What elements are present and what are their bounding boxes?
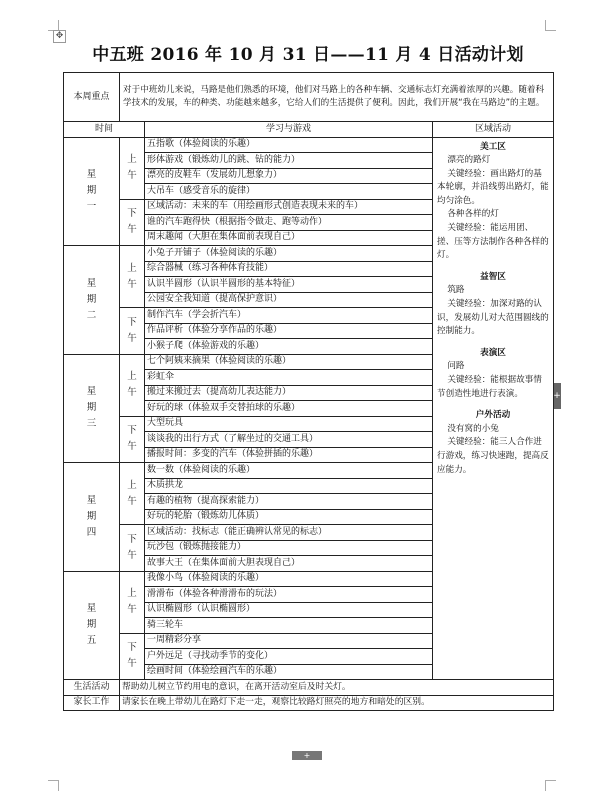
schedule-row: [64, 137, 554, 153]
area-line: 问路: [447, 361, 465, 372]
activity-cell: 周末趣闻（大胆在集体面前表现自己）: [145, 230, 433, 246]
corner-mark-icon: [545, 780, 556, 791]
plan-table: [63, 72, 554, 711]
area-spacer: [437, 401, 549, 409]
activity-cell: 彩虹伞: [145, 370, 433, 386]
area-line: 关键经验：能运用团、搓、压等方法制作各种各样的灯。: [437, 223, 549, 261]
morning-label: 上 午: [120, 137, 145, 199]
afternoon-label: 下 午: [120, 633, 145, 680]
activity-cell: 滑滑布（体验各种滑滑布的玩法）: [145, 587, 433, 603]
activity-cell: 故事大王（在集体面前大胆表现自己）: [145, 556, 433, 572]
activity-cell: 一周精彩分享: [145, 633, 433, 649]
area-line: 各种各样的灯: [447, 209, 499, 220]
activity-cell: 好玩的球（体验双手交替拍球的乐趣）: [145, 401, 433, 417]
area-line: 关键经验：加深对路的认识，发展幼儿对大范围圆线的控制能力。: [437, 299, 549, 337]
area-spacer: [437, 339, 549, 347]
morning-label: 上 午: [120, 354, 145, 416]
header-row: [64, 122, 554, 138]
afternoon-label: 下 午: [120, 199, 145, 246]
activity-cell: 漂亮的皮鞋车（发展幼儿想象力）: [145, 168, 433, 184]
header-learning: 学习与游戏: [145, 122, 433, 138]
corner-mark-icon: [48, 780, 59, 791]
activity-cell: 好玩的轮胎（锻炼幼儿体质）: [145, 509, 433, 525]
area-title: 表演区: [480, 347, 506, 358]
bottom-expand-plus-icon[interactable]: +: [292, 751, 322, 760]
activity-cell: 形体游戏（锻炼幼儿的跳、钻的能力）: [145, 153, 433, 169]
afternoon-label: 下 午: [120, 416, 145, 463]
page-title: 中五班 2016 年 10 月 31 日——11 月 4 日活动计划: [92, 45, 524, 65]
area-title: 户外活动: [475, 410, 511, 421]
activity-cell: 认识椭圆形（认识椭圆形）: [145, 602, 433, 618]
activity-cell: 玩沙包（锻炼抛接能力）: [145, 540, 433, 556]
activity-cell: 大吊车（感受音乐的旋律）: [145, 184, 433, 200]
activity-cell: 公园安全我知道（提高保护意识）: [145, 292, 433, 308]
activity-cell: 数一数（体验阅读的乐趣）: [145, 463, 433, 479]
activity-cell: 我像小鸟（体验阅读的乐趣）: [145, 571, 433, 587]
corner-mark-icon: [545, 20, 556, 31]
area-activities-cell: [433, 137, 554, 680]
morning-label: 上 午: [120, 246, 145, 308]
activity-cell: 区域活动：找标志（能正确辨认常见的标志）: [145, 525, 433, 541]
area-spacer: [437, 263, 549, 271]
side-expand-plus-icon[interactable]: +: [553, 383, 561, 409]
day-label: 星 期 二: [64, 246, 120, 355]
activity-cell: 小猴子爬（体验游戏的乐趣）: [145, 339, 433, 355]
morning-label: 上 午: [120, 571, 145, 633]
parents-label: 家长工作: [64, 695, 120, 711]
life-label: 生活活动: [64, 680, 120, 696]
activity-cell: 小兔子开铺子（体验阅读的乐趣）: [145, 246, 433, 262]
header-time: 时间: [64, 122, 145, 138]
day-label: 星 期 五: [64, 571, 120, 680]
header-area: 区域活动: [433, 122, 554, 138]
activity-cell: 综合器械（练习各种体育技能）: [145, 261, 433, 277]
activity-cell: 木质拱龙: [145, 478, 433, 494]
activity-cell: 户外远足（寻找动季节的变化）: [145, 649, 433, 665]
area-line: 漂亮的路灯: [447, 155, 491, 166]
activity-cell: 作品评析（体验分享作品的乐趣）: [145, 323, 433, 339]
area-line: 关键经验：能根据故事情节创造性地进行表演。: [437, 375, 542, 399]
activity-cell: 七个阿姨来摘果（体验阅读的乐趣）: [145, 354, 433, 370]
parents-row: [64, 695, 554, 711]
activity-cell: 播报时间：多变的汽车（体验拼插的乐趣）: [145, 447, 433, 463]
activity-cell: 制作汽车（学会折汽车）: [145, 308, 433, 324]
afternoon-label: 下 午: [120, 308, 145, 355]
activity-cell: 有趣的植物（提高探索能力）: [145, 494, 433, 510]
area-line: 筑路: [447, 285, 465, 296]
area-title: 益智区: [480, 271, 506, 282]
life-row: [64, 680, 554, 696]
morning-label: 上 午: [120, 463, 145, 525]
parents-text: 请家长在晚上带幼儿在路灯下走一走，观察比较路灯照亮的地方和暗处的区别。: [120, 695, 554, 711]
area-line: 关键经验：画出路灯的基本轮廓，并沿线剪出路灯，能均匀涂色。: [437, 168, 549, 206]
afternoon-label: 下 午: [120, 525, 145, 572]
activity-cell: 搬过来搬过去（提高幼儿表达能力）: [145, 385, 433, 401]
activity-cell: 五指歌（体验阅读的乐趣）: [145, 137, 433, 153]
activity-cell: 谁的汽车跑得快（根据指令做走、跑等动作）: [145, 215, 433, 231]
activity-cell: 区域活动：未来的车（用绘画形式创造表现未来的车）: [145, 199, 433, 215]
focus-label: 本周重点: [64, 73, 120, 122]
area-title: 美工区: [480, 141, 506, 152]
day-label: 星 期 三: [64, 354, 120, 463]
activity-cell: 认识半圆形（认识半圆形的基本特征）: [145, 277, 433, 293]
day-label: 星 期 四: [64, 463, 120, 572]
area-line: 关键经验：能三人合作进行游戏，练习快速跑，提高反应能力。: [437, 437, 549, 475]
day-rows: [64, 137, 554, 680]
life-text: 帮助幼儿树立节约用电的意识，在离开活动室后及时关灯。: [120, 680, 554, 696]
area-line: 没有窝的小兔: [447, 423, 499, 434]
activity-cell: 骑三轮车: [145, 618, 433, 634]
focus-text: 对于中班幼儿来说，马路是他们熟悉的环境，他们对马路上的各种车辆、交通标志灯充满着浓厚的兴趣。随着科学技术的发展，车的种类、功能越来越多，它给人们的生活提供了便利。因此，我们开展“我在马路边”的主题。: [120, 73, 554, 122]
day-label: 星 期 一: [64, 137, 120, 246]
activity-cell: 绘画时间（体验绘画汽车的乐趣）: [145, 664, 433, 680]
activity-cell: 大型玩具: [145, 416, 433, 432]
focus-row: [64, 73, 554, 122]
move-handle-icon[interactable]: ✥: [53, 30, 66, 43]
activity-cell: 谈谈我的出行方式（了解坐过的交通工具）: [145, 432, 433, 448]
